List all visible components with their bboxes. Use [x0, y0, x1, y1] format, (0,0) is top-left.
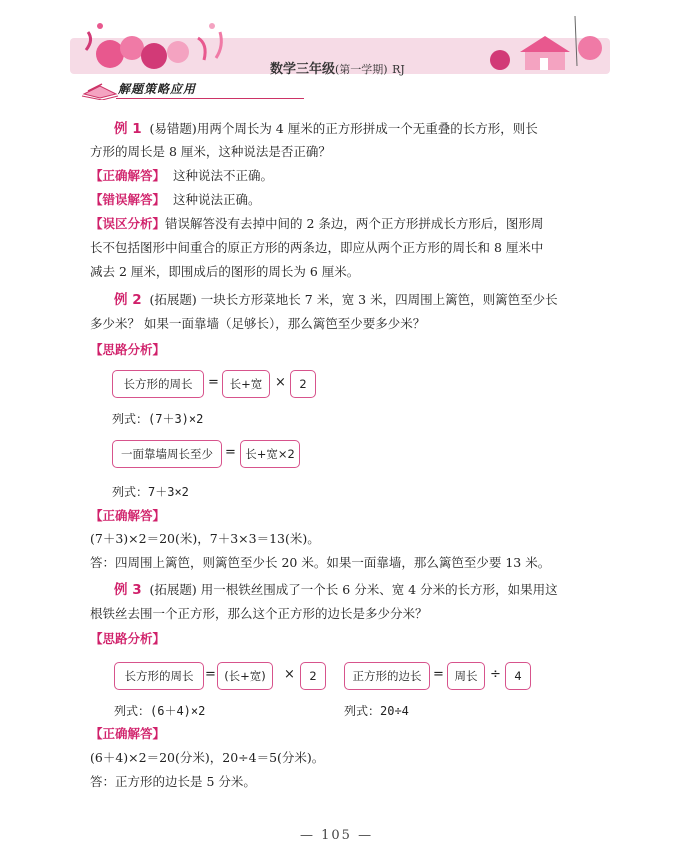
- box-rectangle-perimeter: 长方形的周长: [114, 662, 204, 690]
- box-two: 2: [300, 662, 326, 690]
- example2-answer-l1: (7＋3)×2＝20(米)，7＋3×3＝13(米)。: [90, 531, 320, 546]
- box-one-side-wall-perimeter: 一面靠墙周长至少: [112, 440, 222, 468]
- times-sign: ×: [275, 375, 286, 390]
- wrong-answer-text: 这种说法正确。: [172, 192, 261, 207]
- equals-sign: =: [208, 375, 219, 390]
- misconception-text-l3: 减去 2 厘米，即围成后的图形的周长为 6 厘米。: [90, 264, 360, 279]
- example3-answer-l2: 答：正方形的边长是 5 分米。: [90, 774, 256, 789]
- example3-formula2: 列式：20÷4: [344, 704, 409, 718]
- correct-answer-text: 这种说法不正确。: [172, 168, 273, 183]
- misconception-tag: 【误区分析】: [90, 216, 166, 231]
- times-sign: ×: [284, 667, 295, 682]
- example2-line2: 多少米？ 如果一面靠墙（足够长），那么篱笆至少要多少米？: [90, 316, 426, 331]
- example2-thinking-tag: [90, 342, 165, 358]
- example1-text: 用两个周长为 4 厘米的正方形拼成一个无重叠的长方形，则长: [196, 121, 538, 136]
- page-number: — 105 —: [300, 828, 374, 843]
- example2-line1: [114, 292, 558, 308]
- example3-text: 用一根铁丝围成了一个长 6 分米、宽 4 分米的长方形，如果用这: [200, 582, 558, 597]
- box-length-plus-width: (长+宽): [217, 662, 273, 690]
- wrong-answer-tag: 【错误解答】: [90, 192, 166, 207]
- example1-wrong: [90, 192, 260, 208]
- example3-correct: [90, 726, 165, 742]
- book-subtitle: (第一学期): [335, 63, 388, 76]
- correct-answer-tag: 【正确解答】: [90, 726, 166, 741]
- box-length-plus-width: 长+宽: [222, 370, 270, 398]
- equals-sign: =: [205, 667, 216, 682]
- example3-formula1: 列式：(6＋4)×2: [114, 704, 206, 718]
- divide-sign: ÷: [490, 667, 501, 682]
- example2-answer-l2: 答：四周围上篱笆，则篱笆至少长 20 米。如果一面靠墙，那么篱笆至少要 13 米。: [90, 555, 551, 570]
- example2-text: 一块长方形菜地长 7 米，宽 3 米，四周围上篱笆，则篱笆至少长: [200, 292, 558, 307]
- book-edition: RJ: [392, 63, 405, 76]
- example1-analysis: [90, 216, 543, 232]
- example1-line2: 方形的周长是 8 厘米，这种说法是否正确？: [90, 144, 331, 159]
- example2-source: (拓展题): [149, 292, 197, 307]
- example1-line1: [114, 121, 538, 137]
- box-rectangle-perimeter: 长方形的周长: [112, 370, 204, 398]
- example2-correct: [90, 508, 165, 524]
- section-heading: [80, 78, 280, 100]
- equals-sign: =: [433, 667, 444, 682]
- example3-label: 例 3: [114, 582, 142, 598]
- example3-thinking-tag: [90, 631, 165, 647]
- example3-line2: 根铁丝去围一个正方形，那么这个正方形的边长是多少分米？: [90, 606, 428, 621]
- correct-answer-tag: 【正确解答】: [90, 508, 166, 523]
- equals-sign: =: [225, 445, 236, 460]
- misconception-text-l1: 错误解答没有去掉中间的 2 条边，两个正方形拼成长方形后，图形周: [165, 216, 544, 231]
- book-title: 数学三年级: [270, 62, 336, 77]
- section-underline: [116, 98, 304, 99]
- box-perimeter: 周长: [447, 662, 485, 690]
- example1-correct: [90, 168, 273, 184]
- correct-answer-tag: 【正确解答】: [90, 168, 166, 183]
- page-header: [70, 12, 610, 77]
- example3-line1: [114, 582, 558, 598]
- box-two: 2: [290, 370, 316, 398]
- example1-source: (易错题): [149, 121, 197, 136]
- example2-label: 例 2: [114, 292, 142, 308]
- thinking-analysis-tag: 【思路分析】: [90, 631, 166, 646]
- header-title: [270, 58, 405, 77]
- example3-source: (拓展题): [149, 582, 197, 597]
- example1-label: 例 1: [114, 121, 142, 137]
- section-label: 解题策略应用: [118, 82, 197, 96]
- example2-formula2: 列式：7＋3×2: [112, 485, 189, 499]
- thinking-analysis-tag: 【思路分析】: [90, 342, 166, 357]
- example3-answer-l1: (6＋4)×2＝20(分米)，20÷4＝5(分米)。: [90, 750, 325, 765]
- example2-formula1: 列式：(7＋3)×2: [112, 412, 204, 426]
- misconception-text-l2: 长不包括图形中间重合的原正方形的两条边，即应从两个正方形的周长和 8 厘米中: [90, 240, 544, 255]
- box-length-plus-width-times-two: 长+宽×2: [240, 440, 300, 468]
- box-square-side-length: 正方形的边长: [344, 662, 430, 690]
- box-four: 4: [505, 662, 531, 690]
- book-icon: [80, 78, 120, 100]
